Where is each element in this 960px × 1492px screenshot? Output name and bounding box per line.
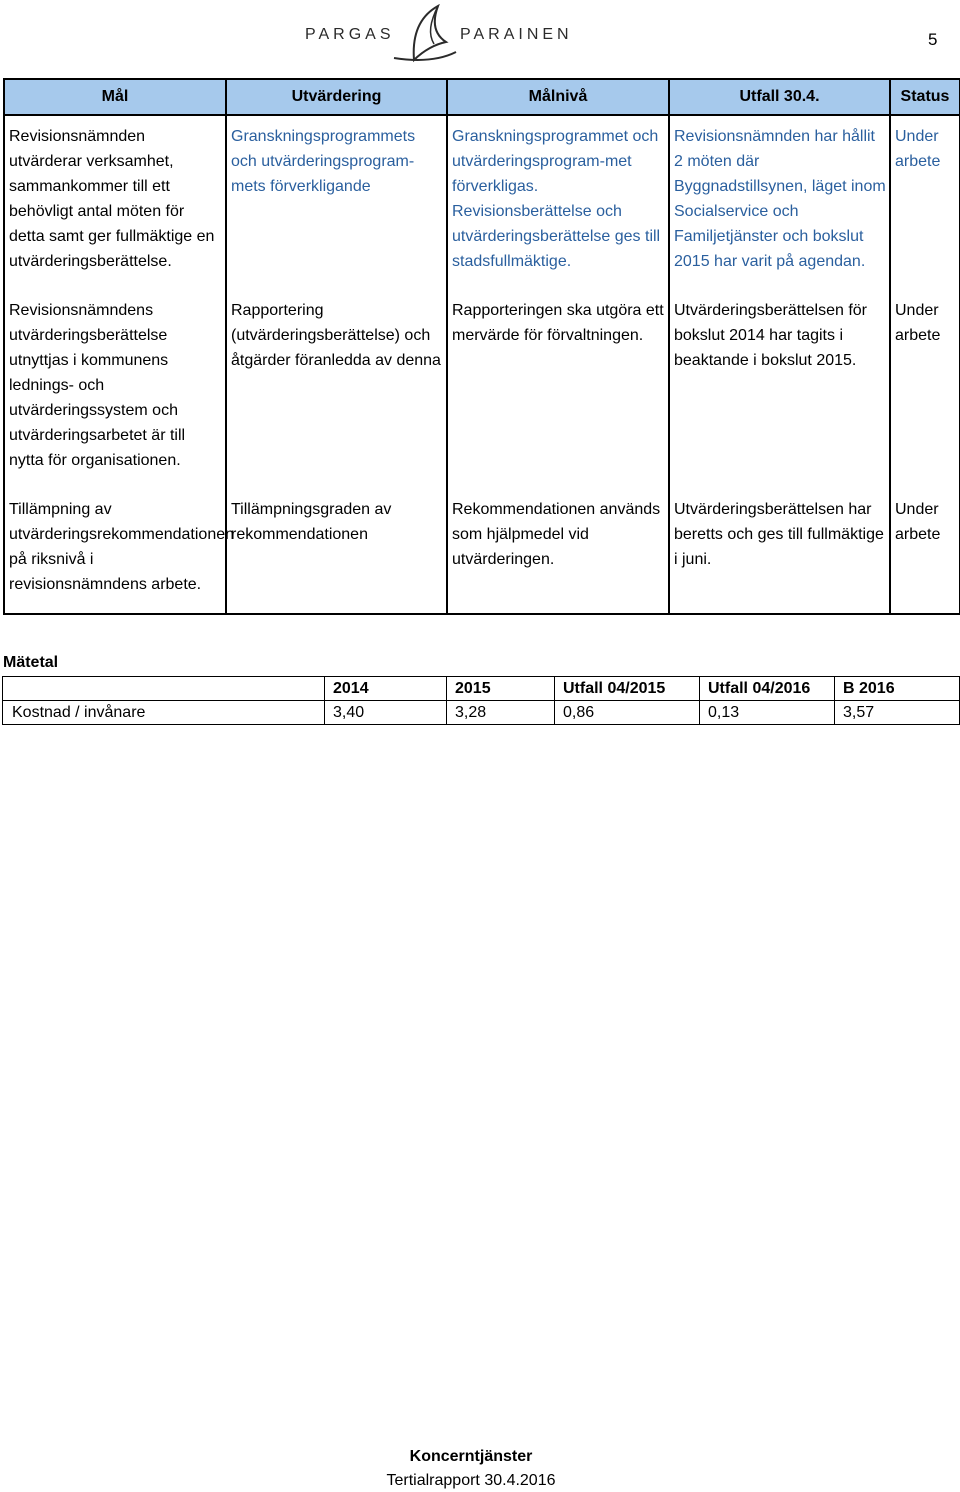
table-row: [4, 115, 960, 290]
header-malniva: Målnivå: [447, 79, 669, 115]
metrics-value: 3,57: [835, 701, 960, 725]
cell-malniva: Granskningsprogrammet och utvärderingsprogram-met förverkligas. Revisionsberättelse och utvärderingsberättelse ges till stadsfullmäktige.: [447, 115, 669, 290]
metrics-table: [2, 676, 960, 725]
header-mal: Mål: [4, 79, 226, 115]
cell-mal: Revisionsnämnden utvärderar verksamhet, sammankommer till ett behövligt antal möten för detta samt ger fullmäktige en utvärderingsberättelse.: [4, 115, 226, 290]
logo-text-pargas: PARGAS: [305, 26, 395, 43]
table-row: [4, 290, 960, 489]
metrics-value: 0,13: [700, 701, 835, 725]
logo-text-parainen: PARAINEN: [460, 26, 573, 43]
footer-department: Koncerntjänster: [409, 1448, 533, 1465]
metrics-header-b2016: B 2016: [835, 677, 960, 701]
cell-mal: Revisionsnämndens utvärderingsberättelse utnyttjas i kommunens lednings- och utvärderingssystem och utvärderingsarbetet är till nytta för organisationen.: [4, 290, 226, 489]
metrics-header-empty: [3, 677, 325, 701]
cell-status: Under arbete: [890, 290, 960, 489]
cell-utfall: Revisionsnämnden har hållit 2 möten där Byggnadstillsynen, läget inom Socialservice och Familjetjänster och bokslut 2015 har varit på agendan.: [669, 115, 890, 290]
cell-utvardering: Granskningsprogrammets och utvärderingsprogram-mets förverkligande: [226, 115, 447, 290]
footer-report-title: Tertialrapport 30.4.2016: [386, 1472, 556, 1489]
pargas-parainen-logo: [300, 4, 573, 64]
page-number: 5: [928, 30, 938, 49]
cell-utfall: Utvärderingsberättelsen för bokslut 2014 har tagits i beaktande i bokslut 2015.: [669, 290, 890, 489]
metrics-header-utfall-2016: Utfall 04/2016: [700, 677, 835, 701]
cell-utvardering: Tillämpningsgraden av rekommendationen: [226, 489, 447, 614]
cell-utfall: Utvärderingsberättelsen har beretts och ges till fullmäktige i juni.: [669, 489, 890, 614]
metrics-header-row: [3, 677, 960, 701]
cell-mal: Tillämpning av utvärderingsrekommendationen på riksnivå i revisionsnämndens arbete.: [4, 489, 226, 614]
table-row: [4, 489, 960, 614]
metrics-value: 3,40: [325, 701, 447, 725]
header-status: Status: [890, 79, 960, 115]
cell-status: Under arbete: [890, 115, 960, 290]
goals-table-header-row: [4, 79, 960, 115]
header-utfall: Utfall 30.4.: [669, 79, 890, 115]
cell-malniva: Rekommendationen används som hjälpmedel vid utvärderingen.: [447, 489, 669, 614]
metrics-header-2015: 2015: [447, 677, 555, 701]
goals-table: [3, 78, 960, 615]
metrics-value: 3,28: [447, 701, 555, 725]
metrics-row-label: Kostnad / invånare: [3, 701, 325, 725]
metrics-value: 0,86: [555, 701, 700, 725]
cell-status: Under arbete: [890, 489, 960, 614]
metrics-row: [3, 701, 960, 725]
header-utvardering: Utvärdering: [226, 79, 447, 115]
metrics-header-utfall-2015: Utfall 04/2015: [555, 677, 700, 701]
matetal-heading: Mätetal: [3, 654, 59, 671]
sail-logo-icon: [390, 4, 460, 66]
cell-malniva: Rapporteringen ska utgöra ett mervärde för förvaltningen.: [447, 290, 669, 489]
metrics-header-2014: 2014: [325, 677, 447, 701]
cell-utvardering: Rapportering (utvärderingsberättelse) och åtgärder föranledda av denna: [226, 290, 447, 489]
